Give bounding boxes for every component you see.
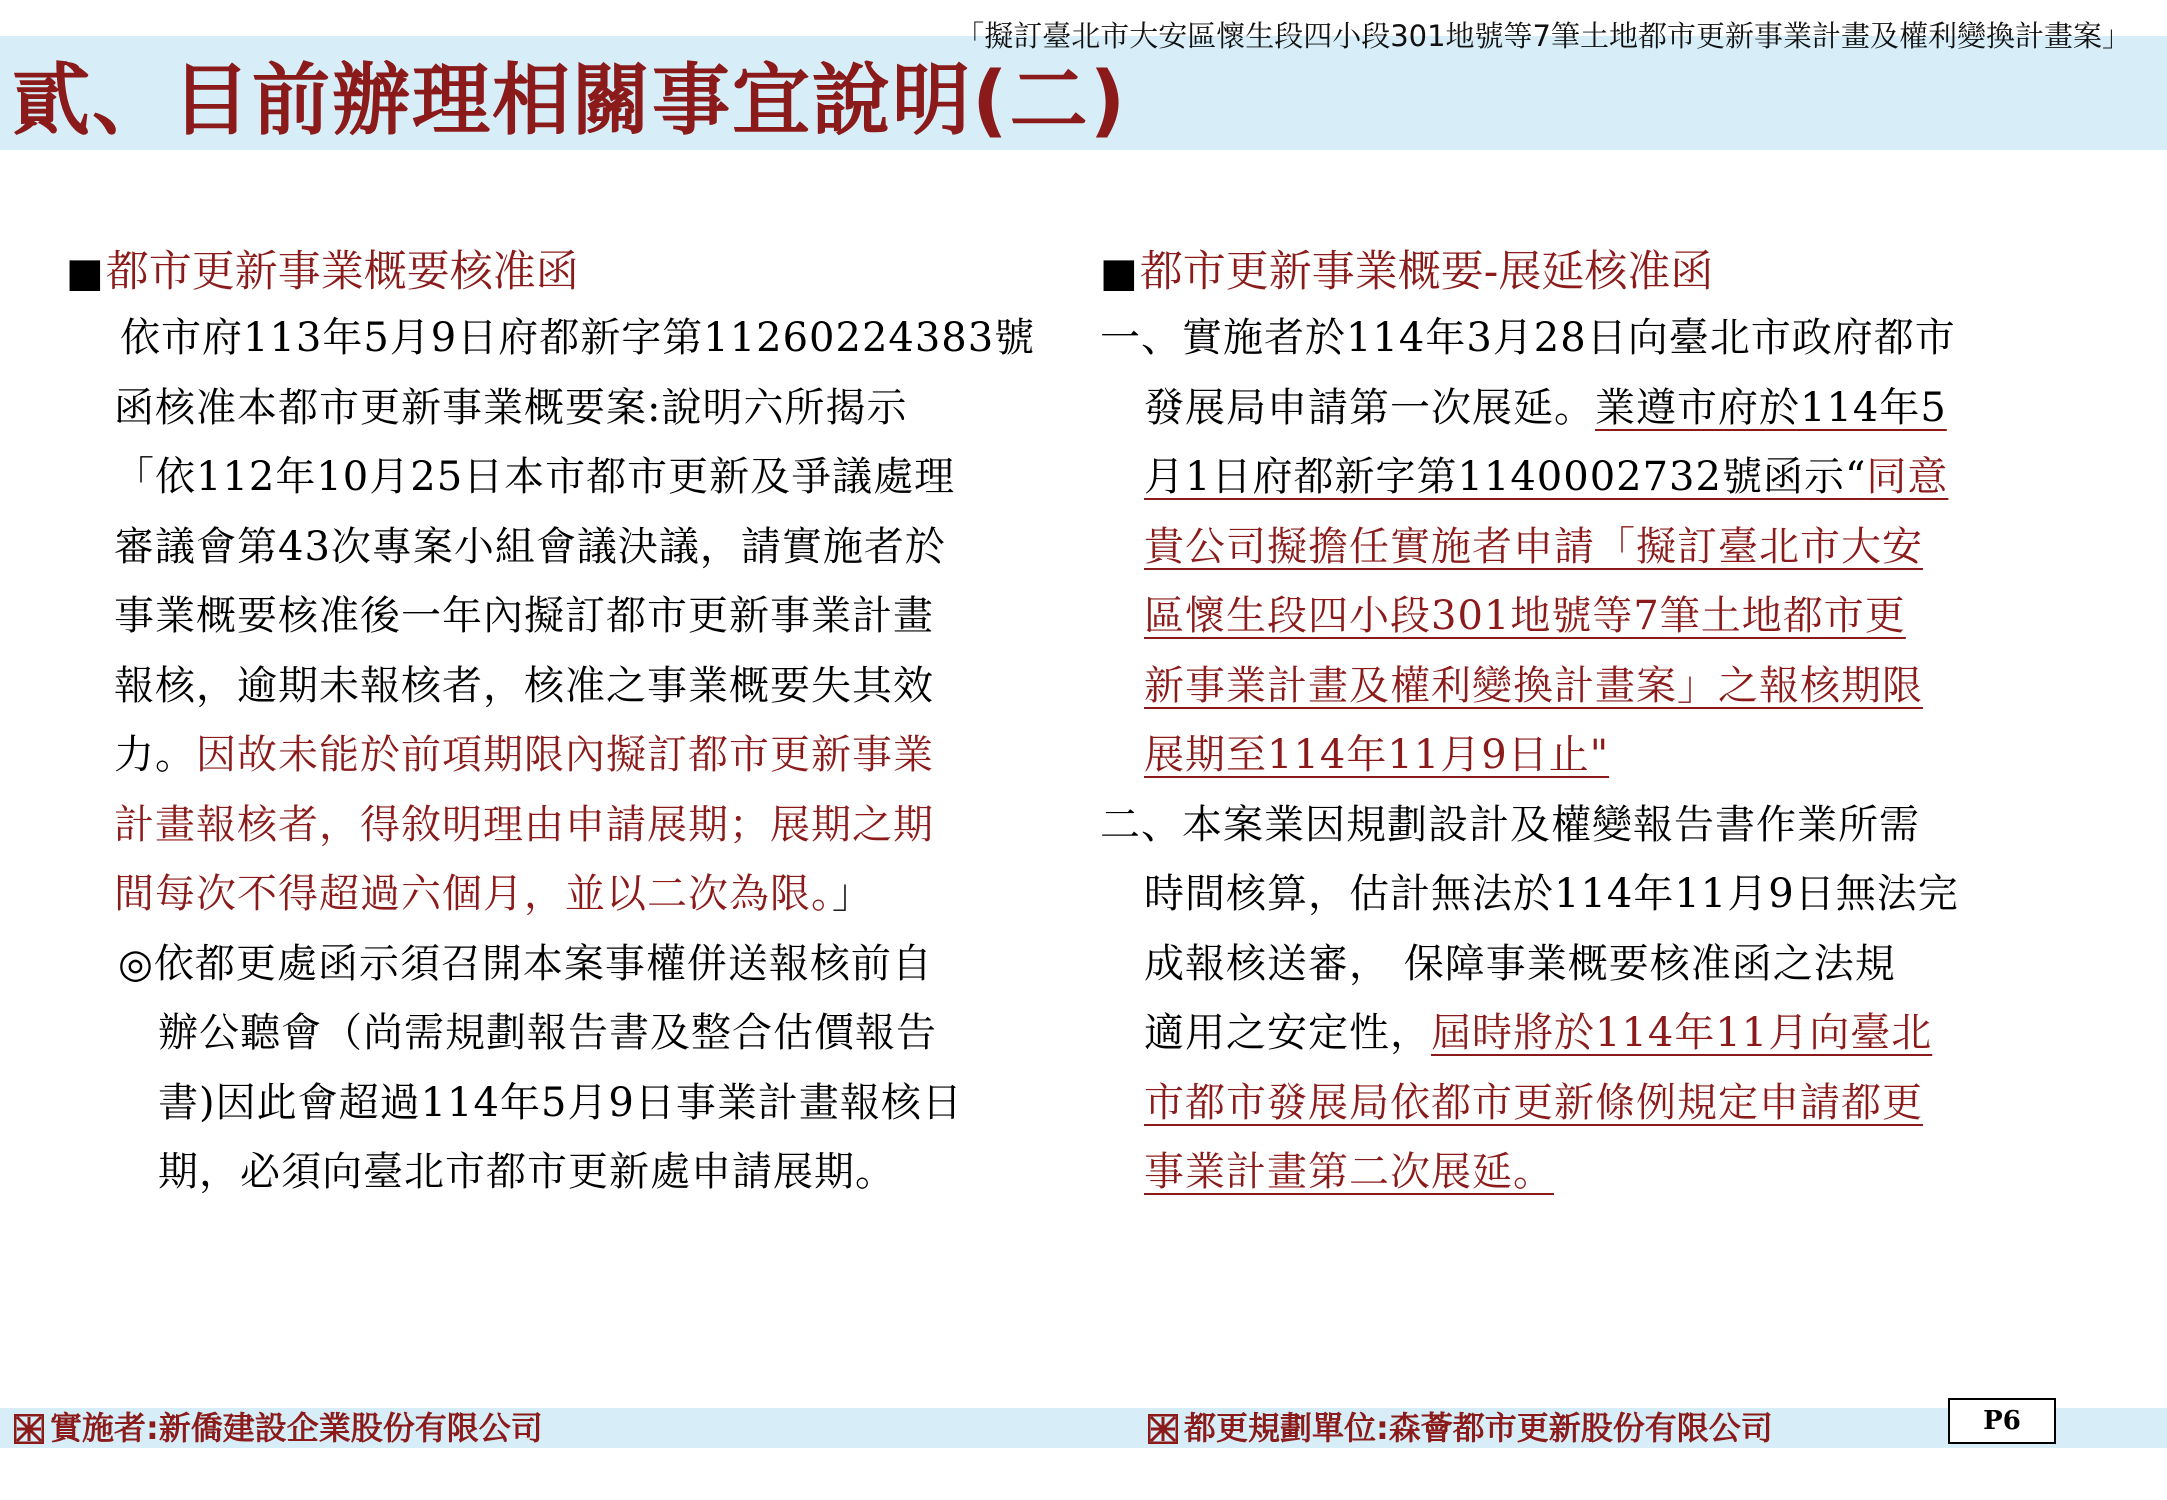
highlight-line	[1100, 1069, 2100, 1139]
square-bullet-icon: ■	[66, 250, 104, 296]
underlined-text: 區懷生段四小段301地號等7筆土地都市更	[1144, 593, 1906, 639]
paragraph-line	[66, 860, 1026, 930]
right-column	[1100, 240, 2100, 1208]
highlight-text: 同意	[1866, 454, 1949, 500]
highlight-line	[1100, 513, 2100, 583]
note-line: 辦公聽會（尚需規劃報告書及整合估價報告	[158, 1010, 937, 1056]
left-heading-text: 都市更新事業概要核准函	[105, 247, 579, 297]
highlight-line	[1100, 652, 2100, 722]
paragraph-line: 時間核算，估計無法於114年11月9日無法完	[1144, 871, 1959, 917]
note-line: ◎依都更處函示須召開本案事權併送報核前自	[118, 940, 933, 987]
cross-pattern-icon	[14, 1414, 44, 1444]
underlined-text: 事業計畫第二次展延。	[1144, 1149, 1554, 1195]
right-heading-text: 都市更新事業概要-展延核准函	[1139, 247, 1714, 297]
paragraph-line: 「依112年10月25日本市都市更新及爭議處理	[114, 454, 956, 500]
paragraph-line: 依市府113年5月9日府都新字第11260224383號	[120, 315, 1036, 361]
square-bullet-icon: ■	[1100, 250, 1138, 296]
highlight-text: 屆時將於114年11月向臺北	[1431, 1010, 1933, 1056]
highlight-text: 因故未能於前項期限內擬訂都市更新事業	[196, 732, 934, 778]
highlight-text: 間每次不得超過六個月，並以二次為限。	[114, 871, 832, 917]
line-text: 適用之安定性，	[1144, 1010, 1431, 1056]
footer-planner	[1148, 1406, 1773, 1450]
left-section-heading	[66, 240, 1026, 304]
underlined-text: 貴公司擬擔任實施者申請「擬訂臺北市大安	[1144, 523, 1923, 570]
paragraph-line: 一、實施者於114年3月28日向臺北市政府都市	[1100, 315, 1956, 361]
underlined-text: 市都市發展局依都市更新條例規定申請都更	[1144, 1079, 1923, 1126]
paragraph-line	[1100, 374, 2100, 444]
line-text: 發展局申請第一次展延。	[1144, 384, 1595, 431]
paragraph-line: 報核，逾期未報核者，核准之事業概要失其效	[114, 662, 934, 709]
paragraph-line: 成報核送審， 保障事業概要核准函之法規	[1144, 940, 1896, 987]
highlight-line	[1100, 721, 2100, 791]
implementer-text: 實施者:新僑建設企業股份有限公司	[50, 1409, 543, 1447]
left-column	[66, 240, 1036, 1208]
highlight-line	[1100, 582, 2100, 652]
note-line: 期，必須向臺北市都市更新處申請展期。	[158, 1149, 896, 1195]
highlight-line	[1100, 1138, 2100, 1208]
cross-pattern-icon	[1148, 1414, 1178, 1444]
underlined-text: 展期至114年11月9日止"	[1144, 732, 1610, 778]
paragraph-line	[1100, 999, 2100, 1069]
paragraph-line: 二、本案業因規劃設計及權變報告書作業所需	[1100, 801, 1920, 848]
footer-implementer	[14, 1406, 543, 1450]
line-text: 」	[832, 871, 873, 917]
underlined-text: 業遵市府於114年5	[1595, 384, 1947, 431]
right-section-heading	[1100, 240, 2100, 304]
line-text: 力。	[114, 732, 196, 778]
page-number: P6	[1948, 1398, 2056, 1444]
planner-text: 都更規劃單位:森薈都市更新股份有限公司	[1184, 1409, 1773, 1447]
note-line: 書)因此會超過114年5月9日事業計畫報核日	[158, 1079, 963, 1126]
page-title: 貳、目前辦理相關事宜說明(二)	[12, 56, 1128, 146]
project-title: 「擬訂臺北市大安區懷生段四小段301地號等7筆土地都市更新事業計畫及權利變換計畫案」	[955, 19, 2131, 53]
underlined-text: 月1日府都新字第1140002732號函示“	[1144, 454, 1867, 500]
highlight-line: 計畫報核者，得敘明理由申請展期；展期之期	[114, 801, 934, 848]
paragraph-line	[1100, 443, 2100, 513]
underlined-text: 新事業計畫及權利變換計畫案」之報核期限	[1144, 662, 1923, 709]
paragraph-line: 函核准本都市更新事業概要案:說明六所揭示	[114, 384, 908, 431]
paragraph-line: 事業概要核准後一年內擬訂都市更新事業計畫	[114, 593, 934, 639]
paragraph-line	[66, 721, 1026, 791]
paragraph-line: 審議會第43次專案小組會議決議，請實施者於	[114, 523, 946, 570]
